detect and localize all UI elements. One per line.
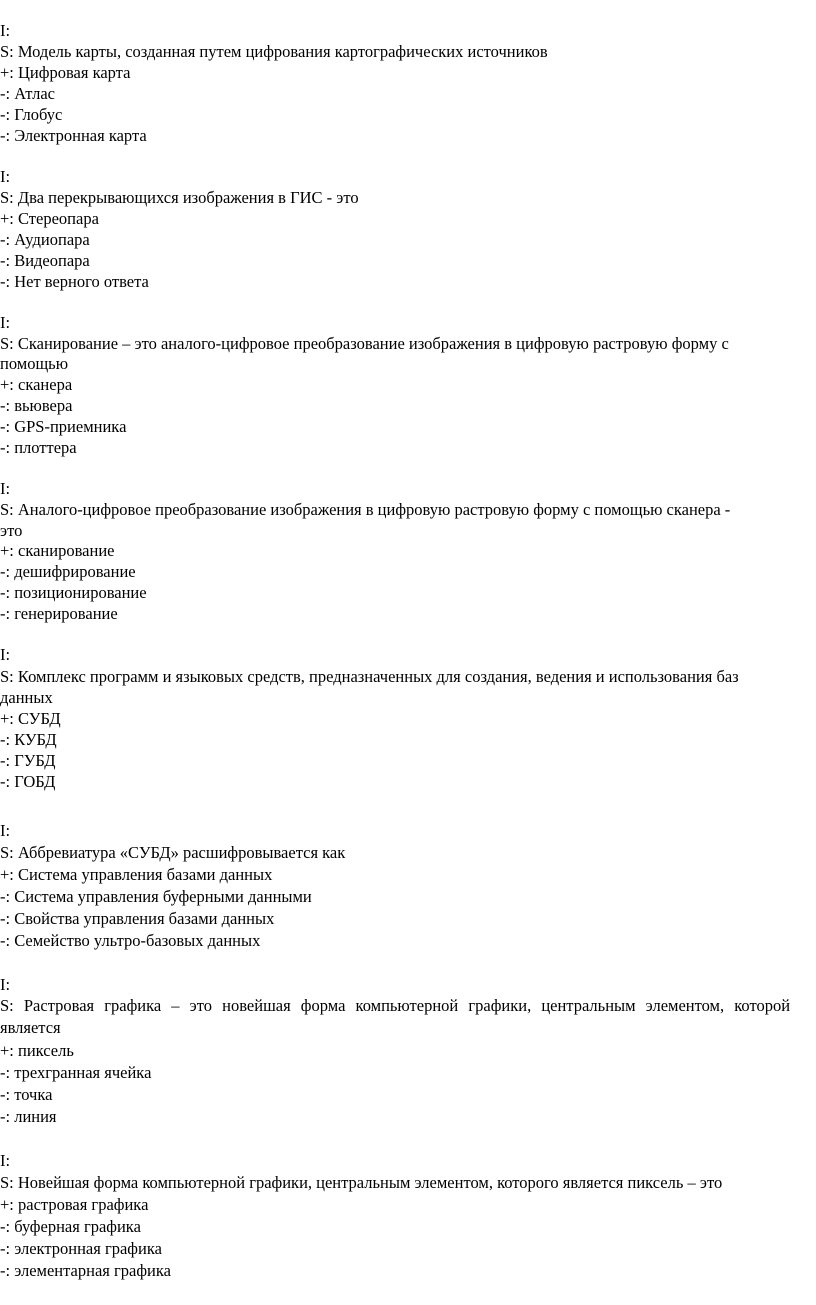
question-stem-text: S: Растровая графика – это новейшая форма компьютерной графики, центральным элементом, которой xyxy=(0,996,791,1015)
question-stem: S: Аббревиатура «СУБД» расшифровывается как xyxy=(0,843,346,862)
answer-option: -: Система управления буферными данными xyxy=(0,887,312,906)
answer-option-correct: +: Система управления базами данных xyxy=(0,865,273,884)
answer-option-correct: +: Стереопара xyxy=(0,209,99,228)
answer-option: -: КУБД xyxy=(0,730,57,749)
answer-option: -: дешифрирование xyxy=(0,562,136,581)
answer-option: -: позиционирование xyxy=(0,583,147,602)
answer-option-correct: +: Цифровая карта xyxy=(0,63,131,82)
answer-option: -: линия xyxy=(0,1107,57,1126)
question-marker: I: xyxy=(0,167,11,186)
question-stem: S: Комплекс программ и языковых средств, предназначенных для создания, ведения и использования баз xyxy=(0,667,739,686)
answer-option: -: Глобус xyxy=(0,105,63,124)
question-stem: S: Аналого-цифровое преобразование изображения в цифровую растровую форму с помощью сканера - xyxy=(0,500,731,519)
answer-option: -: точка xyxy=(0,1085,53,1104)
question-stem-continuation: это xyxy=(0,521,23,540)
question-stem-continuation: данных xyxy=(0,688,53,707)
answer-option: -: Свойства управления базами данных xyxy=(0,909,275,928)
question-marker: I: xyxy=(0,479,11,498)
answer-option: -: Видеопара xyxy=(0,251,90,270)
answer-option: -: плоттера xyxy=(0,438,77,457)
answer-option-correct: +: пиксель xyxy=(0,1041,74,1060)
question-stem-continuation: помощью xyxy=(0,354,69,373)
question-marker: I: xyxy=(0,313,11,332)
question-stem: S: Новейшая форма компьютерной графики, центральным элементом, которого является пиксель – это xyxy=(0,1173,723,1192)
answer-option: -: ГОБД xyxy=(0,772,56,791)
answer-option: -: Электронная карта xyxy=(0,126,147,145)
answer-option: -: Атлас xyxy=(0,84,55,103)
question-marker: I: xyxy=(0,821,11,840)
answer-option: -: GPS-приемника xyxy=(0,417,127,436)
question-stem: S: Сканирование – это аналого-цифровое преобразование изображения в цифровую растровую форму с xyxy=(0,334,729,353)
answer-option: -: ГУБД xyxy=(0,751,56,770)
answer-option: -: электронная графика xyxy=(0,1239,162,1258)
answer-option: -: вьювера xyxy=(0,396,73,415)
answer-option-correct: +: СУБД xyxy=(0,709,61,728)
question-stem: S: Два перекрывающихся изображения в ГИС - это xyxy=(0,188,359,207)
answer-option: -: Аудиопара xyxy=(0,230,90,249)
answer-option-correct: +: растровая графика xyxy=(0,1195,149,1214)
answer-option: -: генерирование xyxy=(0,604,118,623)
answer-option: -: Семейство ультро-базовых данных xyxy=(0,931,261,950)
question-stem: S: Модель карты, созданная путем цифрования картографических источников xyxy=(0,42,548,61)
answer-option-correct: +: сканирование xyxy=(0,541,115,560)
answer-option: -: трехгранная ячейка xyxy=(0,1063,152,1082)
question-marker: I: xyxy=(0,645,11,664)
question-marker: I: xyxy=(0,21,11,40)
answer-option-correct: +: сканера xyxy=(0,375,73,394)
question-marker: I: xyxy=(0,1151,11,1170)
answer-option: -: буферная графика xyxy=(0,1217,141,1236)
question-marker: I: xyxy=(0,975,11,994)
answer-option: -: элементарная графика xyxy=(0,1261,171,1280)
question-stem xyxy=(0,995,816,1016)
question-stem-continuation: является xyxy=(0,1018,61,1037)
answer-option: -: Нет верного ответа xyxy=(0,272,149,291)
